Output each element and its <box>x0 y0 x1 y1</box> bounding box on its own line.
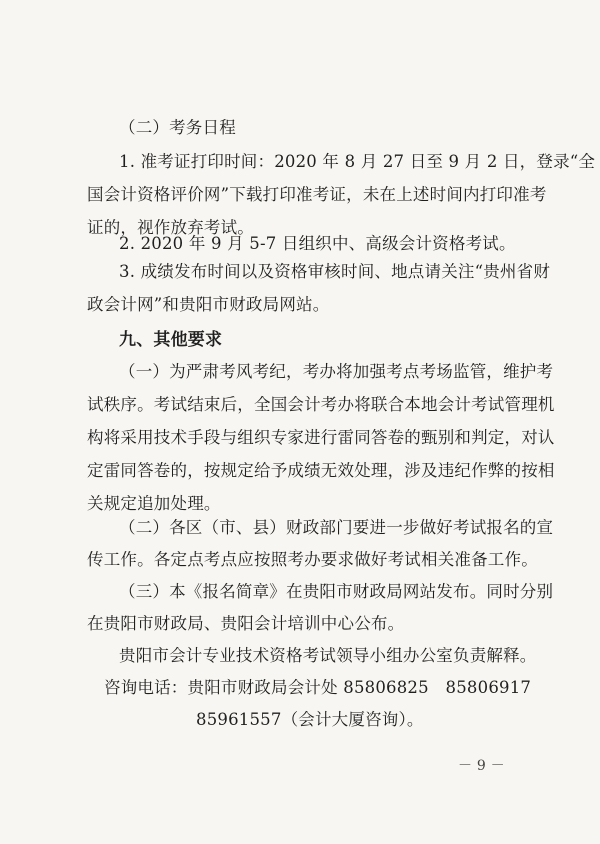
schedule-item-1-line-1: 1. 准考证打印时间：2020 年 8 月 27 日至 9 月 2 日，登录“全 <box>119 152 596 171</box>
schedule-item-3-line-1: 3. 成绩发布时间以及资格审核时间、地点请关注“贵州省财 <box>119 262 551 281</box>
other-p2-line-2: 传工作。各定点考点应按照考办要求做好考试相关准备工作。 <box>87 550 538 569</box>
other-p1-line-4: 定雷同答卷的，按规定给予成绩无效处理，涉及违纪作弊的按相 <box>87 461 555 480</box>
section-heading-other: 九、其他要求 <box>119 330 223 350</box>
contact-line-2: 85961557（会计大厦咨询）。 <box>196 710 424 729</box>
other-p2-line-1: （二）各区（市、县）财政部门要进一步做好考试报名的宣 <box>119 518 554 537</box>
other-p4: 贵阳市会计专业技术资格考试领导小组办公室负责解释。 <box>119 646 537 665</box>
schedule-item-1-line-2: 国会计资格评价网”下载打印准考证，未在上述时间内打印准考 <box>87 185 547 204</box>
other-p1-line-1: （一）为严肃考风考纪，考办将加强考点考场监管，维护考 <box>119 362 554 381</box>
schedule-item-2: 2. 2020 年 9 月 5-7 日组织中、高级会计资格考试。 <box>119 234 516 253</box>
other-p1-line-5: 关规定追加处理。 <box>87 494 221 513</box>
schedule-item-1-line-3: 证的，视作放弃考试。 <box>87 218 254 237</box>
page-number: － 9 － <box>458 758 505 774</box>
other-p1-line-3: 构将采用技术手段与组织专家进行雷同答卷的甄别和判定，对认 <box>87 428 555 447</box>
schedule-heading: （二）考务日程 <box>119 118 236 137</box>
schedule-item-3-line-2: 政会计网”和贵阳市财政局网站。 <box>87 295 330 314</box>
contact-line-1: 咨询电话：贵阳市财政局会计处 85806825 85806917 <box>104 678 532 697</box>
other-p3-line-2: 在贵阳市财政局、贵阳会计培训中心公布。 <box>87 614 405 633</box>
other-p3-line-1: （三）本《报名简章》在贵阳市财政局网站发布。同时分别 <box>119 582 554 601</box>
other-p1-line-2: 试秩序。考试结束后，全国会计考办将联合本地会计考试管理机 <box>87 395 555 414</box>
